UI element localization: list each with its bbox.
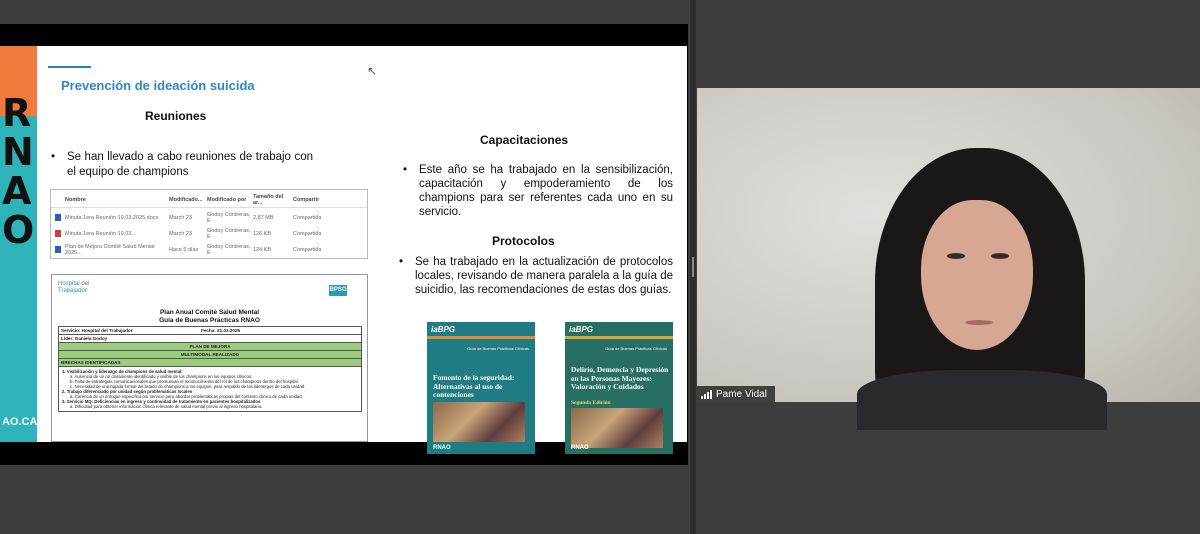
col-size: Tamaño del ar... (253, 193, 284, 206)
protocolos-bullet (399, 255, 673, 297)
guide-cover-1 (427, 322, 535, 454)
plan-subtitle: Guía de Buenas Prácticas RNAO (159, 317, 260, 324)
file-name: Minuta 1era Reunión 19.03... (65, 231, 136, 237)
file-modified-by: Godoy Contreras, E (207, 212, 251, 224)
participant-name: Pame Vidal (716, 388, 767, 400)
plan-header-row (59, 343, 361, 351)
file-modified: March 23 (169, 231, 192, 237)
file-share: Compartida (293, 247, 322, 253)
file-share: Compartida (293, 215, 322, 221)
reuniones-bullet (51, 150, 313, 180)
panel-resize-handle[interactable] (690, 0, 696, 534)
title-accent-line (48, 66, 91, 68)
file-share: Compartida (293, 231, 322, 237)
plan-brechas-row (59, 359, 361, 367)
file-row (51, 242, 367, 258)
capacitaciones-bullet-text: Este año se ha trabajado en la sensibilización, capacitación y empoderamiento de los champions para ser referentes cada uno en su servicio. (419, 164, 673, 218)
file-size: 126 KB (253, 231, 272, 237)
plan-subitem: a. Carencia de un enfoque específico por servicio para abordar problemáticas propias del contexto clínico de cada unidad. (70, 394, 303, 399)
book-brand: iaBPG (431, 325, 456, 334)
col-name: Nombre (65, 196, 86, 203)
bullet-icon: • (51, 151, 56, 163)
book-title: Fomento de la seguridad: Alternativas al uso de contenciones (433, 373, 515, 399)
sidebar-letters (2, 91, 36, 252)
participant-video-tile[interactable] (697, 88, 1200, 402)
slide-title: Prevención de ideación suicida (61, 78, 255, 93)
plan-header-2: MULTIMODAL REALIZADO (180, 352, 240, 357)
file-list-screenshot (50, 189, 368, 259)
col-modified-by: Modificado por (207, 196, 247, 203)
col-share: Compartir (293, 196, 320, 203)
protocolos-bullet-text: Se ha trabajado en la actualización de protocolos locales, revisando de manera paralela a la guía de suicidio, las recomendaciones de estas dos guías. (415, 256, 673, 296)
plan-header-row (59, 351, 361, 359)
participant-body (857, 370, 1107, 430)
plan-row-service (59, 327, 361, 335)
word-file-icon (55, 214, 61, 221)
slide-content (37, 46, 687, 451)
file-row (51, 226, 367, 242)
book-title: Delirio, Demencia y Depresión en las Personas Mayores: Valoración y Cuidados (571, 365, 669, 391)
plan-item: 3. Servicio MQ: Deficiencias en ingreso y continuidad de tratamiento en pacientes hospitalizados (62, 399, 261, 404)
book-publisher: RNAO (433, 445, 451, 451)
pdf-file-icon (55, 230, 61, 237)
file-list-header (51, 192, 367, 208)
resize-grip-icon (692, 257, 694, 277)
slide-sidebar (0, 46, 37, 442)
file-row (51, 210, 367, 226)
plan-header-1: PLAN DE MEJORA (189, 344, 231, 349)
file-size: 2,87 MB (253, 215, 274, 221)
plan-item: 2. Trabajo diferenciado por unidad según problemáticas locales (62, 389, 193, 394)
plan-subitem: b. Falta de estrategias comunicacionales que promuevan el reconocimiento del rol de los champions dentro del hospital. (70, 379, 299, 384)
shared-slide (0, 24, 688, 465)
sidebar-letter: A (2, 169, 30, 213)
bullet-icon: • (399, 256, 404, 268)
sidebar-footer: AO.CA (2, 416, 38, 428)
book-brand: iaBPG (569, 325, 594, 334)
book-photo (571, 408, 663, 448)
plan-table (58, 326, 362, 412)
plan-service: Servicio: Hospital del Trabajador (61, 328, 133, 333)
signal-strength-icon (701, 390, 712, 399)
file-size: 124 KB (253, 247, 272, 253)
file-modified: March 23 (169, 215, 192, 221)
file-modified-by: Godoy Contreras, E (207, 228, 251, 240)
plan-subitem: a. Ausencia de un rol claramente identificado y visible de los champions en los equipos clínicos. (70, 374, 253, 379)
sidebar-letter: R (2, 91, 30, 135)
hospital-logo: Hospital del Trabajador (58, 281, 90, 294)
col-modified: Modificado... (169, 196, 203, 203)
sidebar-letter: O (2, 208, 33, 252)
plan-items (59, 367, 361, 411)
plan-leader: Líder: Daniela Godoy (61, 336, 108, 341)
reuniones-bullet-text: Se han llevado a cabo reuniones de trabajo con el equipo de champions (67, 151, 313, 178)
plan-brechas: BRECHAS IDENTIFICADAS (61, 360, 121, 365)
plan-date: Fecha: 21.03.2025 (201, 328, 241, 333)
participant-face (921, 200, 1033, 350)
plan-row-leader (59, 335, 361, 343)
file-name: Minuta 1era Reunión 19.03.2025.docx (65, 215, 159, 221)
bpso-logo: BPSO (329, 285, 347, 296)
book-photo (433, 402, 525, 442)
file-modified-by: Godoy Contreras, E (207, 244, 251, 256)
book-subtitle: Segunda Edición (571, 400, 611, 406)
protocolos-heading: Protocolos (492, 234, 555, 248)
book-publisher: RNAO (571, 445, 589, 451)
plan-subitem: a. Dificultad para obtener información clínica relevante de salud mental previo al ingreso hospitalario. (70, 404, 263, 409)
book-guide-label: Guía de Buenas Prácticas Clínicas (467, 346, 529, 351)
reuniones-heading: Reuniones (145, 109, 207, 123)
file-modified: Hace 5 días (169, 247, 199, 253)
capacitaciones-heading: Capacitaciones (480, 133, 569, 147)
book-guide-label: Guía de Buenas Prácticas Clínicas (605, 346, 667, 351)
bullet-icon: • (403, 164, 408, 176)
plan-subitem: c. Necesidad de una bajada formal del listado de champions a los equipos, para respaldo de los liderazgos de cada unidad. (70, 384, 306, 389)
plan-title: Plan Anual Comité Salud Mental (159, 309, 260, 316)
mouse-cursor-icon: ↖ (367, 64, 378, 78)
participant-name-bar (697, 386, 775, 402)
sidebar-letter: N (2, 130, 32, 174)
capacitaciones-bullet (403, 163, 673, 219)
plan-document-screenshot (51, 274, 368, 442)
guide-cover-2 (565, 322, 673, 454)
file-name: Plan de Mejora Comité Salud Mental 2025... (65, 244, 155, 256)
word-file-icon (55, 246, 61, 253)
plan-item: 1. Visibilización y liderazgo de champions de salud mental: (62, 369, 183, 374)
